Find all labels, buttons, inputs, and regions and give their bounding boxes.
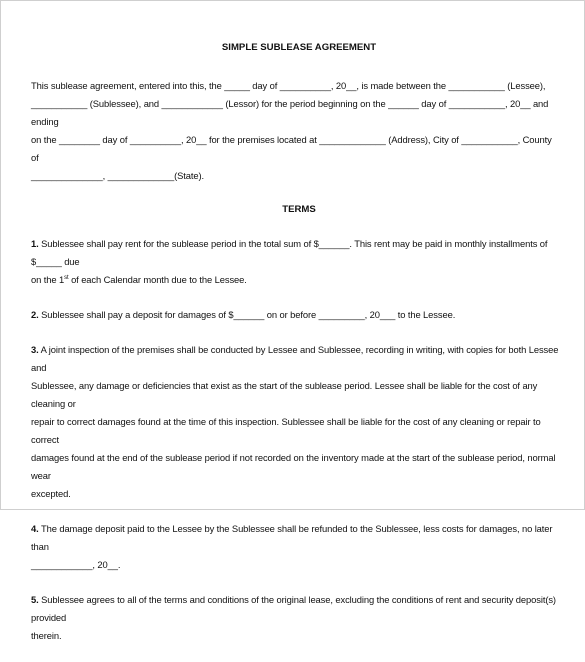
term-line: excepted. (31, 488, 71, 499)
term-text: of each Calendar month due to the Lessee. (68, 274, 247, 285)
term-text: on the 1 (31, 274, 65, 285)
document-title: SIMPLE SUBLEASE AGREEMENT (221, 42, 377, 53)
term-number: 3. (31, 344, 39, 355)
term-5 (31, 591, 561, 645)
terms-heading: TERMS (282, 204, 316, 215)
term-number: 4. (31, 523, 39, 534)
term-text: The damage deposit paid to the Lessee by the Sublessee shall be refunded to the Sublessee, less costs for damages, no later than (31, 523, 553, 552)
intro-line: on the ________ day of __________, 20__ for the premises located at _____________ (Address), City of ___________, County of (31, 134, 552, 163)
intro-paragraph (31, 77, 561, 185)
ordinal-suffix: st (64, 274, 69, 281)
term-number: 2. (31, 309, 39, 320)
term-line (31, 271, 561, 289)
term-text: Sublessee shall pay rent for the sublease period in the total sum of $______. This rent may be paid in monthly installments of $_____ due (31, 238, 548, 267)
term-line: repair to correct damages found at the time of this inspection. Sublessee shall be liable for the cost of any cleaning or repair to correct (31, 416, 541, 445)
term-line: damages found at the end of the sublease period if not recorded on the inventory made at the start of the sublease period, normal wear (31, 452, 556, 481)
term-line: Sublessee, any damage or deficiencies that exist as the start of the sublease period. Lessee shall be liable for the cost of any cleaning or (31, 380, 538, 409)
term-line (31, 235, 561, 271)
term-line (31, 591, 561, 627)
term-number: 5. (31, 594, 39, 605)
intro-line: ___________ (Sublessee), and ____________ (Lessor) for the period beginning on the ______ day of ___________, 20__ and ending (31, 98, 549, 127)
term-text: A joint inspection of the premises shall be conducted by Lessee and Sublessee, recording in writing, with copies for both Lessee and (31, 344, 559, 373)
term-number: 1. (31, 238, 39, 249)
term-2 (31, 306, 561, 324)
term-1 (31, 235, 561, 289)
term-text: Sublessee shall pay a deposit for damages of $______ on or before _________, 20___ to the Lessee. (41, 309, 456, 320)
term-line (31, 306, 561, 324)
term-line: ____________, 20__. (31, 559, 121, 570)
term-line (31, 520, 561, 556)
document-body (31, 39, 561, 662)
term-text: Sublessee agrees to all of the terms and conditions of the original lease, excluding the conditions of rent and security deposit(s) provided (31, 594, 556, 623)
intro-line: ______________, _____________(State). (31, 170, 205, 181)
term-3 (31, 341, 561, 503)
term-4 (31, 520, 561, 574)
term-line: therein. (31, 630, 62, 641)
term-line (31, 341, 561, 377)
intro-line: This sublease agreement, entered into this, the _____ day of __________, 20__, is made between the ___________ (Lessee), (31, 80, 546, 91)
